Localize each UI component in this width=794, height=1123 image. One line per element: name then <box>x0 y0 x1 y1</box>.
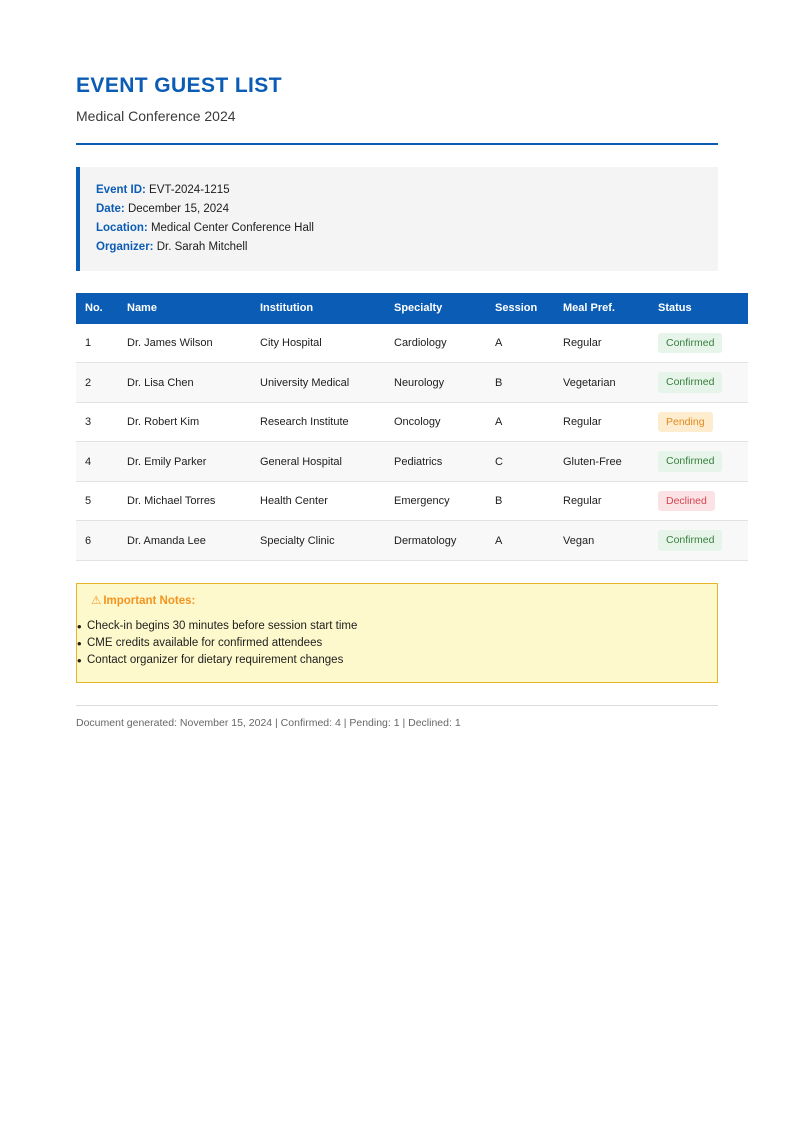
bullet-icon: • <box>77 635 82 651</box>
cell-name: Dr. Michael Torres <box>122 481 256 521</box>
cell-meal-pref: Regular <box>560 402 655 442</box>
cell-specialty: Cardiology <box>391 324 492 363</box>
cell-meal-pref: Vegetarian <box>560 363 655 403</box>
event-info-value: December 15, 2024 <box>127 202 229 215</box>
footer-divider <box>76 705 718 706</box>
event-info-box <box>76 167 718 271</box>
cell-institution: City Hospital <box>256 324 391 363</box>
cell-name: Dr. Lisa Chen <box>122 363 256 403</box>
cell-session: A <box>492 324 560 363</box>
status-badge: Declined <box>658 491 715 512</box>
header-divider <box>76 143 718 145</box>
cell-session: A <box>492 521 560 561</box>
page-subtitle: Medical Conference 2024 <box>76 108 236 125</box>
guest-table-body <box>76 324 748 561</box>
cell-name: Dr. James Wilson <box>122 324 256 363</box>
guest-table-header <box>76 293 748 324</box>
status-badge: Confirmed <box>658 372 722 393</box>
cell-status <box>655 521 748 561</box>
cell-no: 3 <box>76 402 122 442</box>
notes-title-label: Important Notes: <box>103 594 196 607</box>
cell-session: C <box>492 442 560 482</box>
column-header-name: Name <box>122 293 256 324</box>
cell-name: Dr. Emily Parker <box>122 442 256 482</box>
document-header <box>76 0 718 145</box>
cell-institution: Research Institute <box>256 402 391 442</box>
event-info-row-location <box>96 219 702 238</box>
list-item <box>77 652 703 669</box>
list-item-label: CME credits available for confirmed attendees <box>87 636 323 649</box>
column-header-status: Status <box>655 293 748 324</box>
important-notes-box <box>76 583 718 683</box>
status-badge: Confirmed <box>658 530 722 551</box>
cell-status <box>655 442 748 482</box>
status-badge: Confirmed <box>658 333 722 354</box>
cell-institution: Health Center <box>256 481 391 521</box>
warning-triangle-icon: ⚠ <box>91 594 102 607</box>
table-row <box>76 521 748 561</box>
cell-specialty: Oncology <box>391 402 492 442</box>
status-badge: Pending <box>658 412 713 433</box>
cell-institution: Specialty Clinic <box>256 521 391 561</box>
event-info-row-date <box>96 200 702 219</box>
cell-institution: University Medical <box>256 363 391 403</box>
cell-specialty: Emergency <box>391 481 492 521</box>
notes-list <box>77 618 703 669</box>
column-header-institution: Institution <box>256 293 391 324</box>
status-badge: Confirmed <box>658 451 722 472</box>
cell-name: Dr. Amanda Lee <box>122 521 256 561</box>
table-header-row <box>76 293 748 324</box>
list-item-label: Check-in begins 30 minutes before session start time <box>87 619 358 632</box>
guest-table <box>76 293 748 561</box>
event-info-row-event-id <box>96 181 702 200</box>
event-info-value: Medical Center Conference Hall <box>150 221 314 234</box>
column-header-specialty: Specialty <box>391 293 492 324</box>
cell-status <box>655 363 748 403</box>
cell-no: 6 <box>76 521 122 561</box>
cell-no: 4 <box>76 442 122 482</box>
table-row <box>76 363 748 403</box>
cell-session: B <box>492 481 560 521</box>
cell-status <box>655 324 748 363</box>
event-info-value: Dr. Sarah Mitchell <box>156 240 248 253</box>
cell-no: 2 <box>76 363 122 403</box>
event-info-label: Event ID: <box>96 183 146 196</box>
cell-status <box>655 402 748 442</box>
cell-meal-pref: Gluten-Free <box>560 442 655 482</box>
footer-text: Document generated: November 15, 2024 | Confirmed: 4 | Pending: 1 | Declined: 1 <box>76 716 461 729</box>
bullet-icon: • <box>77 618 82 634</box>
cell-meal-pref: Vegan <box>560 521 655 561</box>
table-row <box>76 324 748 363</box>
notes-title <box>91 595 703 609</box>
cell-institution: General Hospital <box>256 442 391 482</box>
cell-specialty: Pediatrics <box>391 442 492 482</box>
list-item <box>77 618 703 635</box>
cell-meal-pref: Regular <box>560 481 655 521</box>
cell-session: A <box>492 402 560 442</box>
column-header-meal-pref: Meal Pref. <box>560 293 655 324</box>
column-header-no: No. <box>76 293 122 324</box>
cell-no: 1 <box>76 324 122 363</box>
cell-meal-pref: Regular <box>560 324 655 363</box>
event-info-row-organizer <box>96 238 702 257</box>
list-item-label: Contact organizer for dietary requirement changes <box>87 653 344 666</box>
page-title: EVENT GUEST LIST <box>76 74 282 97</box>
cell-status <box>655 481 748 521</box>
column-header-session: Session <box>492 293 560 324</box>
cell-name: Dr. Robert Kim <box>122 402 256 442</box>
cell-session: B <box>492 363 560 403</box>
list-item <box>77 635 703 652</box>
cell-specialty: Neurology <box>391 363 492 403</box>
bullet-icon: • <box>77 652 82 668</box>
table-row <box>76 481 748 521</box>
table-row <box>76 402 748 442</box>
cell-no: 5 <box>76 481 122 521</box>
table-row <box>76 442 748 482</box>
cell-specialty: Dermatology <box>391 521 492 561</box>
event-info-label: Date: <box>96 202 125 215</box>
event-info-label: Location: <box>96 221 148 234</box>
event-info-value: EVT-2024-1215 <box>149 183 230 196</box>
event-info-label: Organizer: <box>96 240 154 253</box>
